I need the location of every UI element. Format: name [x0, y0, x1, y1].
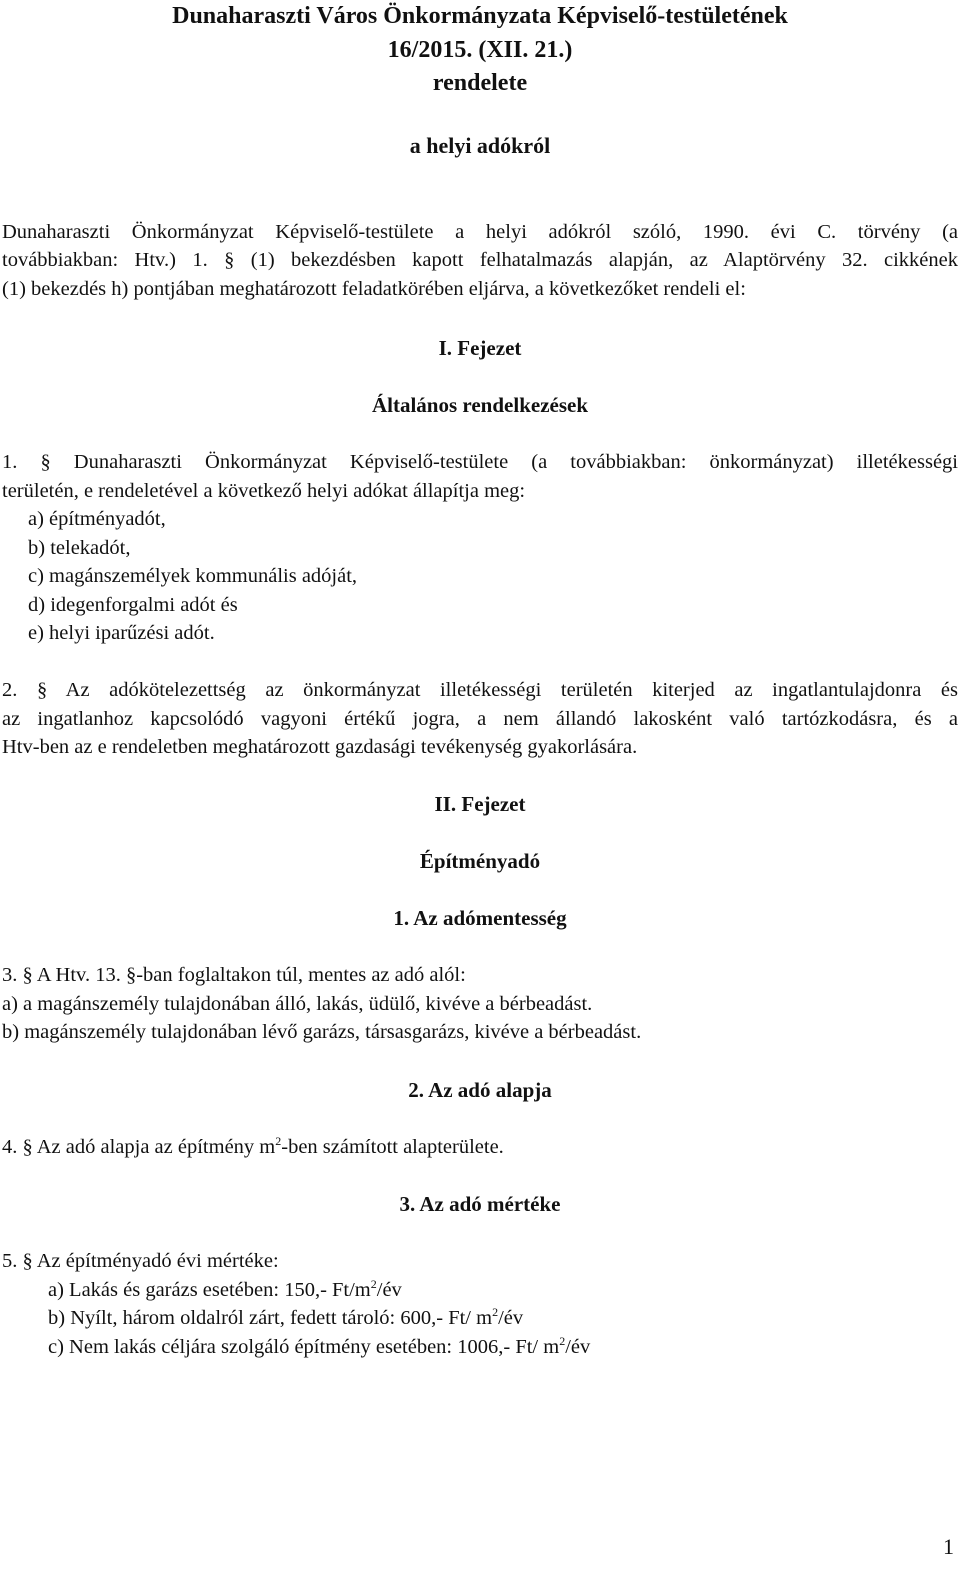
section-3-line-3: b) magánszemély tulajdonában lévő garázs, társasgarázs, kivéve a bérbeadást.	[2, 1021, 642, 1043]
preamble-line-1: Dunaharaszti Önkormányzat Képviselő-testülete a helyi adókról szóló, 1990. évi C. törvény (a	[2, 221, 958, 243]
subject-heading: a helyi adókról	[409, 133, 551, 158]
section-1-item-b: b) telekadót,	[28, 537, 131, 559]
section-4-text-pre: 4. § Az adó alapja az építmény m	[2, 1136, 276, 1158]
section-1-item-a: a) építményadót,	[28, 508, 166, 530]
page-number: 1	[943, 1534, 954, 1559]
section-5-item-a-post: /év	[376, 1279, 402, 1301]
section-5-intro: 5. § Az építményadó évi mértéke:	[2, 1250, 279, 1272]
chapter-2-number: II. Fejezet	[434, 792, 526, 816]
section-4-superscript: 2	[275, 1134, 282, 1149]
section-4-line	[2, 1133, 958, 1161]
subsection-2-title: 2. Az adó alapja	[408, 1078, 552, 1102]
section-5-item-b-pre: b) Nyílt, három oldalról zárt, fedett tároló: 600,- Ft/ m	[48, 1307, 493, 1329]
subsection-1-title: 1. Az adómentesség	[393, 906, 567, 930]
section-5-item-c-pre: c) Nem lakás céljára szolgáló építmény esetében: 1006,- Ft/ m	[48, 1336, 560, 1358]
section-5-item-a-sup: 2	[370, 1277, 377, 1292]
chapter-1-title: Általános rendelkezések	[371, 393, 589, 417]
subsection-3-title: 3. Az adó mértéke	[399, 1192, 561, 1216]
section-5-item-a-pre: a) Lakás és garázs esetében: 150,- Ft/m	[48, 1279, 371, 1301]
section-5-item-c-post: /év	[565, 1336, 591, 1358]
title-line-3: rendelete	[432, 70, 528, 96]
section-5-item-b-post: /év	[498, 1307, 524, 1329]
section-1-line-2: területén, e rendeletével a következő helyi adókat állapítja meg:	[2, 480, 526, 502]
section-5-item-c-sup: 2	[559, 1334, 566, 1349]
preamble-line-2: továbbiakban: Htv.) 1. § (1) bekezdésben kapott felhatalmazás alapján, az Alaptörvény 32. cikkének	[2, 249, 958, 271]
chapter-2-title: Építményadó	[419, 849, 541, 873]
section-2-line-3: Htv-ben az e rendeletben meghatározott gazdasági tevékenység gyakorlására.	[2, 736, 638, 758]
section-3-line-2: a) a magánszemély tulajdonában álló, lakás, üdülő, kivéve a bérbeadást.	[2, 993, 593, 1015]
section-1-item-d: d) idegenforgalmi adót és	[28, 594, 238, 616]
section-2-line-2: az ingatlanhoz kapcsolódó vagyoni értékű jogra, a nem állandó lakosként való tartózkodásra, és a	[2, 708, 958, 730]
section-1-line-1: 1. § Dunaharaszti Önkormányzat Képviselő-testülete (a továbbiakban: önkormányzat) illetékességi	[2, 451, 958, 473]
section-5-item-c	[48, 1333, 958, 1361]
section-1-item-c: c) magánszemélyek kommunális adóját,	[28, 565, 358, 587]
preamble-line-3: (1) bekezdés h) pontjában meghatározott feladatkörében eljárva, a következőket rendeli el:	[2, 278, 746, 300]
section-5-item-a	[48, 1276, 958, 1304]
title-line-2: 16/2015. (XII. 21.)	[387, 37, 573, 63]
section-2-line-1: 2. § Az adókötelezettség az önkormányzat illetékességi területén kiterjed az ingatlantulajdonra és	[2, 679, 958, 701]
section-5-item-b	[48, 1304, 958, 1332]
section-3-line-1: 3. § A Htv. 13. §-ban foglaltakon túl, mentes az adó alól:	[2, 964, 466, 986]
section-5-item-b-sup: 2	[492, 1305, 499, 1320]
chapter-1-number: I. Fejezet	[438, 336, 522, 360]
section-1-item-e: e) helyi iparűzési adót.	[28, 622, 215, 644]
title-line-1: Dunaharaszti Város Önkormányzata Képviselő-testületének	[172, 3, 788, 29]
section-4-text-post: -ben számított alapterülete.	[281, 1136, 504, 1158]
